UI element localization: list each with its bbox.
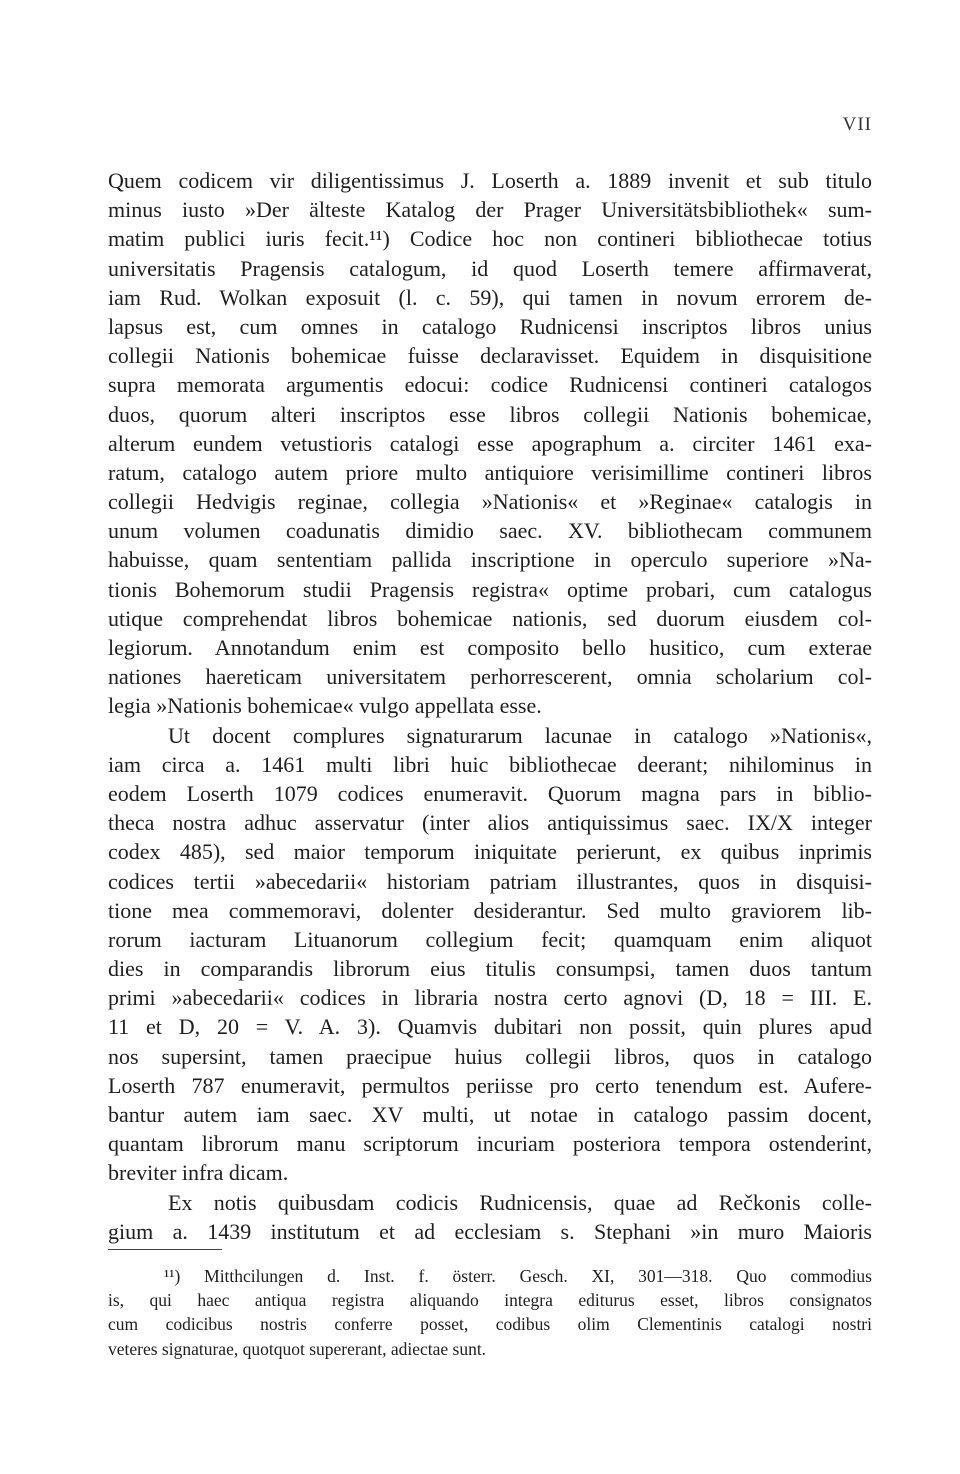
- text-line: rorum iacturam Lituanorum collegium fecit; quamquam enim aliquot: [108, 926, 872, 952]
- paragraph: [108, 166, 872, 721]
- text-line: collegii Nationis bohemicae fuisse declaravisset. Equidem in disquisitione: [108, 343, 872, 369]
- text-line: eodem Loserth 1079 codices enumeravit. Quorum magna pars in biblio-: [108, 780, 872, 806]
- text-line: breviter infra dicam.: [108, 1160, 289, 1186]
- text-line: quantam librorum manu scriptorum incuriam posteriora tempora ostenderint,: [108, 1131, 872, 1157]
- text-line: gium a. 1439 institutum et ad ecclesiam s. Stephani »in muro Maioris: [108, 1218, 872, 1244]
- text-line: Ut docent complures signaturarum lacunae in catalogo »Nationis«,: [168, 722, 872, 748]
- footnote-line: is, qui haec antiqua registra aliquando integra editurus esset, libros consignatos: [108, 1290, 872, 1311]
- text-line: Loserth 787 enumeravit, permultos periisse pro certo tenendum est. Aufere-: [108, 1072, 872, 1098]
- text-line: supra memorata argumentis edocui: codice Rudnicensi contineri catalogos: [108, 372, 872, 398]
- footnote: [108, 1264, 872, 1361]
- text-line: ratum, catalogo autem priore multo antiquiore verisimillime contineri libros: [108, 459, 872, 485]
- text-line: nationes haereticam universitatem perhorrescerent, omnia scholarium col-: [108, 664, 872, 690]
- text-line: legiorum. Annotandum enim est composito bello husitico, cum exterae: [108, 635, 872, 660]
- text-line: universitatis Pragensis catalogum, id quod Loserth temere affirmaverat,: [108, 255, 872, 281]
- text-line: habuisse, quam sententiam pallida inscriptione in operculo superiore »Na-: [108, 547, 872, 573]
- text-line: minus iusto »Der älteste Katalog der Prager Universitätsbibliothek« sum-: [108, 197, 872, 223]
- text-line: bantur autem iam saec. XV multi, ut notae in catalogo passim docent,: [108, 1102, 872, 1127]
- text-line: theca nostra adhuc asservatur (inter alios antiquissimus saec. IX/X integer: [108, 810, 872, 836]
- text-line: unum volumen coadunatis dimidio saec. XV. bibliothecam communem: [108, 518, 872, 544]
- text-line: iam Rud. Wolkan exposuit (l. c. 59), qui tamen in novum errorem de-: [108, 284, 872, 310]
- text-line: nos supersint, tamen praecipue huius collegii libros, quos in catalogo: [108, 1043, 872, 1069]
- text-line: 11 et D, 20 = V. A. 3). Quamvis dubitari non possit, quin plures apud: [108, 1014, 872, 1040]
- text-line: collegii Hedvigis reginae, collegia »Nationis« et »Reginae« catalogis in: [108, 489, 872, 515]
- text-line: duos, quorum alteri inscriptos esse libros collegii Nationis bohemicae,: [108, 401, 872, 427]
- text-line: codices tertii »abecedarii« historiam patriam illustrantes, quos in disquisi-: [108, 868, 872, 894]
- text-line: tione mea commemoravi, dolenter desiderantur. Sed multo graviorem lib-: [108, 897, 872, 923]
- footnote-line: cum codicibus nostris conferre posset, codibus olim Clementinis catalogi nostri: [108, 1314, 872, 1335]
- text-line: dies in comparandis librorum eius titulis consumpsi, tamen duos tantum: [108, 956, 872, 982]
- paragraph: [108, 721, 872, 1188]
- text-line: Quem codicem vir diligentissimus J. Loserth a. 1889 invenit et sub titulo: [108, 168, 872, 193]
- text-line: matim publici iuris fecit.¹¹) Codice hoc non contineri bibliothecae totius: [108, 226, 872, 252]
- paragraph: [108, 1188, 872, 1246]
- footnote-rule: [108, 1249, 222, 1250]
- text-line: utique comprehendat libros bohemicae nationis, sed duorum eiusdem col-: [108, 605, 872, 631]
- text-line: alterum eundem vetustioris catalogi esse apographum a. circiter 1461 exa-: [108, 430, 872, 456]
- text-line: Ex notis quibusdam codicis Rudnicensis, quae ad Rečkonis colle-: [168, 1189, 872, 1215]
- main-text: [108, 166, 872, 1246]
- page-number: VII: [842, 114, 872, 135]
- footnote-line: veteres signaturae, quotquot supererant, adiectae sunt.: [108, 1338, 487, 1359]
- footnote-line: ¹¹) Mitthcilungen d. Inst. f. österr. Gesch. XI, 301—318. Quo commodius: [164, 1266, 872, 1286]
- text-line: primi »abecedarii« codices in libraria nostra certo agnovi (D, 18 = III. E.: [108, 985, 872, 1011]
- text-line: lapsus est, cum omnes in catalogo Rudnicensi inscriptos libros unius: [108, 313, 872, 339]
- text-line: iam circa a. 1461 multi libri huic bibliothecae deerant; nihilominus in: [108, 751, 872, 777]
- text-line: codex 485), sed maior temporum iniquitate perierunt, ex quibus inprimis: [108, 839, 872, 865]
- text-line: legia »Nationis bohemicae« vulgo appellata esse.: [108, 693, 542, 719]
- text-line: tionis Bohemorum studii Pragensis registra« optime probari, cum catalogus: [108, 576, 872, 602]
